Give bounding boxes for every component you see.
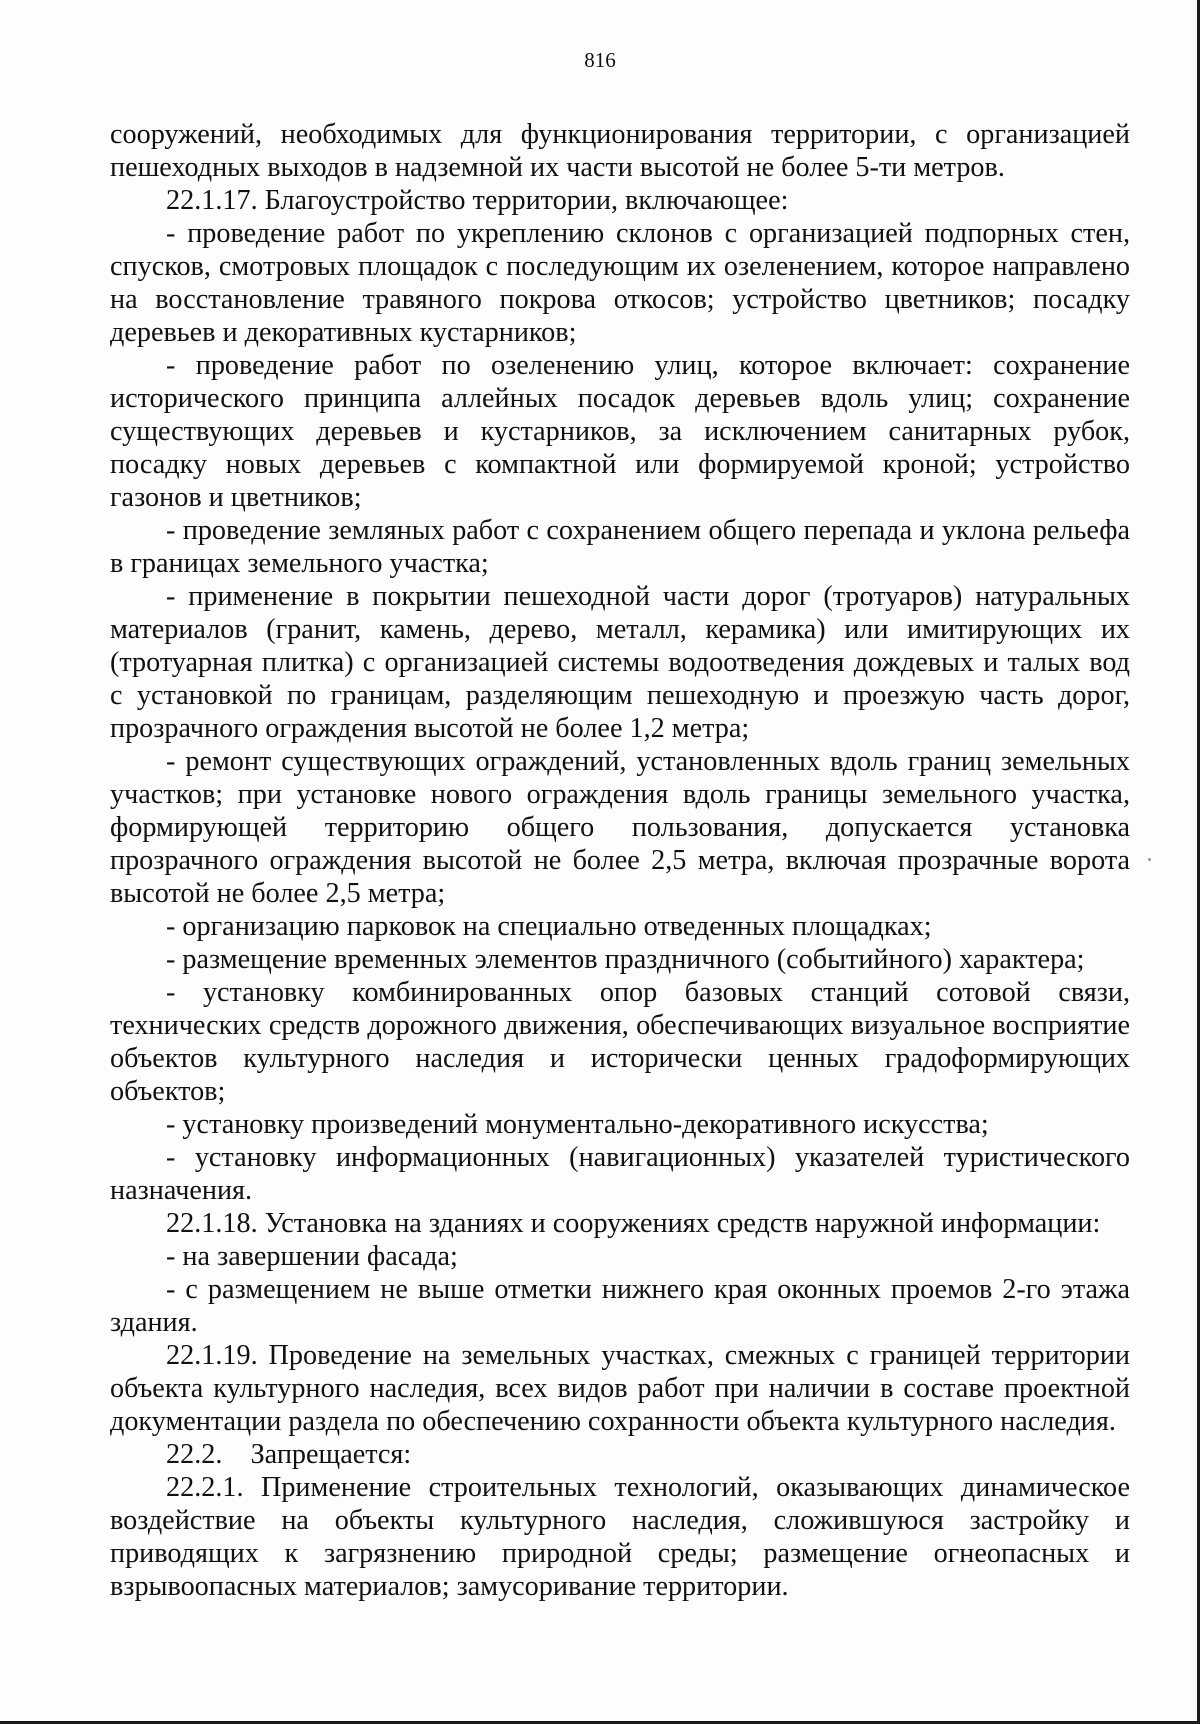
paragraph: - проведение работ по озеленению улиц, которое включает: сохранение исторического принципа аллейных посадок деревьев вдоль улиц; сохранение существующих деревьев и кустарников, за исключением санитарных рубок, посадку новых деревьев с компактной или формируемой кроной; устройство газонов и цветников;: [110, 350, 1130, 513]
paragraph: - размещение временных элементов праздничного (событийного) характера;: [166, 944, 1085, 975]
paragraph: - на завершении фасада;: [166, 1241, 458, 1272]
scan-speck: [1148, 858, 1151, 861]
paragraph: сооружений, необходимых для функционирования территории, с организацией пешеходных выходов в надземной их части высотой не более 5-ти метров.: [110, 119, 1130, 183]
paragraph: - установку произведений монументально-декоративного искусства;: [166, 1109, 989, 1140]
paragraph: 22.2.1. Применение строительных технологий, оказывающих динамическое воздействие на объекты культурного наследия, сложившуюся застройку и приводящих к загрязнению природной среды; размещение огнеопасных и взрывоопасных материалов; замусоривание территории.: [110, 1472, 1130, 1602]
paragraph: - применение в покрытии пешеходной части дорог (тротуаров) натуральных материалов (гранит, камень, дерево, металл, керамика) или имитирующих их (тротуарная плитка) с организацией системы водоотведения дождевых и талых вод с установкой по границам, разделяющим пешеходную и проезжую часть дорог, прозрачного ограждения высотой не более 1,2 метра;: [110, 581, 1130, 744]
paragraph: - проведение земляных работ с сохранением общего перепада и уклона рельефа в границах земельного участка;: [110, 515, 1130, 579]
paragraph: - организацию парковок на специально отведенных площадках;: [166, 911, 932, 942]
page-number: 816: [584, 48, 616, 72]
paragraph: - ремонт существующих ограждений, установленных вдоль границ земельных участков; при установке нового ограждения вдоль границы земельного участка, формирующей территорию общего пользования, допускается установка прозрачного ограждения высотой не более 2,5 метра, включая прозрачные ворота высотой не более 2,5 метра;: [110, 746, 1130, 909]
paragraph: 22.1.17. Благоустройство территории, включающее:: [166, 185, 789, 216]
paragraph: 22.1.19. Проведение на земельных участках, смежных с границей территории объекта культурного наследия, всех видов работ при наличии в составе проектной документации раздела по обеспечению сохранности объекта культурного наследия.: [110, 1340, 1130, 1437]
paragraph: - с размещением не выше отметки нижнего края оконных проемов 2-го этажа здания.: [110, 1274, 1130, 1338]
paragraph: - проведение работ по укреплению склонов с организацией подпорных стен, спусков, смотровых площадок с последующим их озеленением, которое направлено на восстановление травяного покрова откосов; устройство цветников; посадку деревьев и декоративных кустарников;: [110, 218, 1130, 348]
paragraph: - установку информационных (навигационных) указателей туристического назначения.: [110, 1142, 1130, 1206]
paragraph: 22.2. Запрещается:: [166, 1439, 412, 1470]
paragraph: - установку комбинированных опор базовых станций сотовой связи, технических средств дорожного движения, обеспечивающих визуальное восприятие объектов культурного наследия и исторически ценных градоформирующих объектов;: [110, 977, 1130, 1107]
paragraph: 22.1.18. Установка на зданиях и сооружениях средств наружной информации:: [166, 1208, 1101, 1239]
document-body: [110, 118, 1130, 1603]
